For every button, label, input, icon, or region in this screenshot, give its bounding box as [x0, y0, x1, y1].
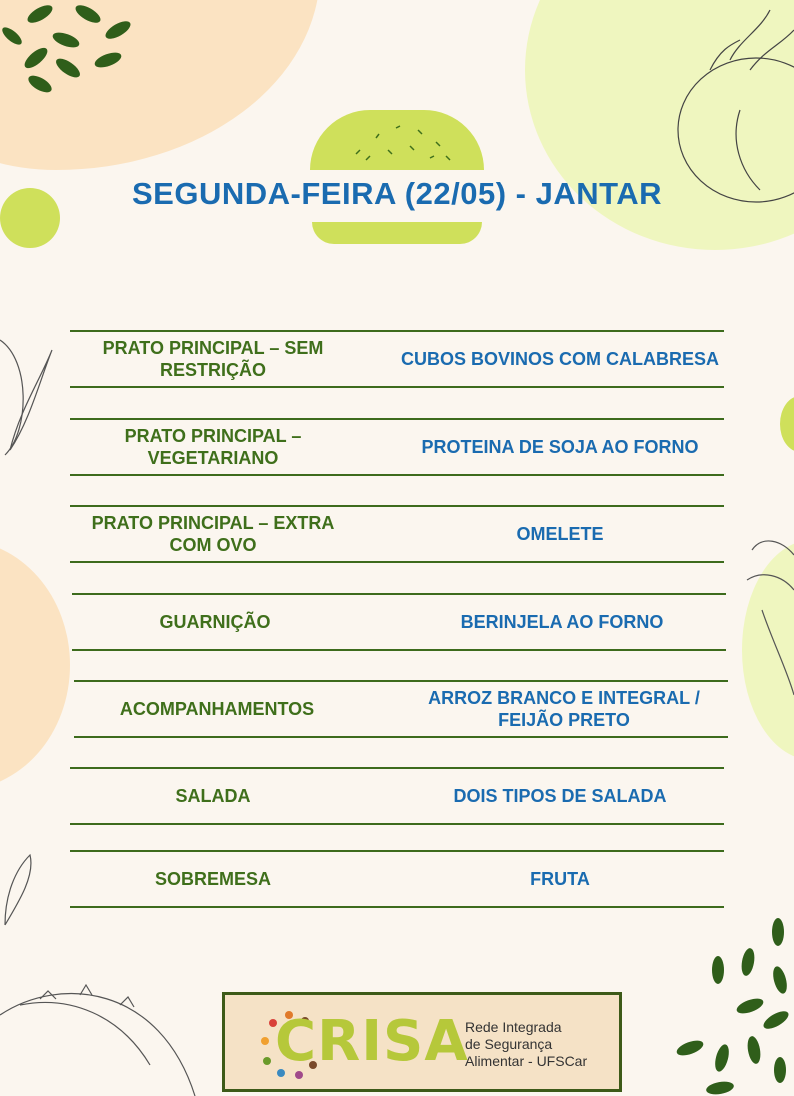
menu-item-value: ARROZ BRANCO E INTEGRAL / FEIJÃO PRETO	[428, 688, 700, 730]
crisa-subtitle-line: Rede Integrada	[465, 1019, 562, 1035]
menu-item-label: ACOMPANHAMENTOS	[119, 699, 315, 719]
menu-row	[70, 418, 724, 476]
menu-item-value: OMELETE	[516, 524, 604, 544]
seeds-decoration-bottom-right	[670, 910, 794, 1096]
taco-illustration	[0, 975, 200, 1096]
menu-item-label: GUARNIÇÃO	[159, 612, 271, 632]
menu-item-value: FRUTA	[530, 869, 590, 889]
menu-row	[74, 680, 728, 738]
crisa-logo-box	[222, 992, 622, 1092]
menu-item-label: SOBREMESA	[154, 869, 271, 889]
title-bun-bottom	[312, 222, 482, 244]
menu-item-label: PRATO PRINCIPAL – SEM RESTRIÇÃO	[102, 338, 324, 380]
menu-item-value: CUBOS BOVINOS COM CALABRESA	[400, 349, 719, 369]
menu-row	[70, 330, 724, 388]
menu-item-value: BERINJELA AO FORNO	[460, 612, 664, 632]
menu-item-label: SALADA	[175, 786, 251, 806]
menu-item-label: PRATO PRINCIPAL – EXTRA COM OVO	[91, 513, 335, 555]
menu-item-value: PROTEINA DE SOJA AO FORNO	[421, 437, 699, 457]
bun-seeds	[326, 116, 470, 166]
page-title: SEGUNDA-FEIRA (22/05) - JANTAR	[132, 176, 662, 211]
leaf-illustration-left	[0, 320, 60, 460]
menu-row	[72, 593, 726, 651]
crisa-subtitle-line: de Segurança	[465, 1036, 553, 1052]
seeds-decoration-top-left	[0, 0, 140, 100]
crisa-subtitle-line: Alimentar - UFSCar	[465, 1053, 588, 1069]
menu-row	[70, 767, 724, 825]
lime-dot-right	[780, 396, 794, 452]
crisa-wordmark: CRISA	[275, 1009, 469, 1074]
lettuce-illustration-right	[742, 530, 794, 700]
menu-row	[70, 850, 724, 908]
small-leaf-illustration	[0, 850, 40, 930]
peach-blob-left	[0, 540, 70, 790]
menu-row	[70, 505, 724, 563]
menu-item-value: DOIS TIPOS DE SALADA	[453, 786, 667, 806]
crisa-subtitle	[465, 1019, 587, 1070]
menu-item-label: PRATO PRINCIPAL – VEGETARIANO	[124, 426, 302, 468]
